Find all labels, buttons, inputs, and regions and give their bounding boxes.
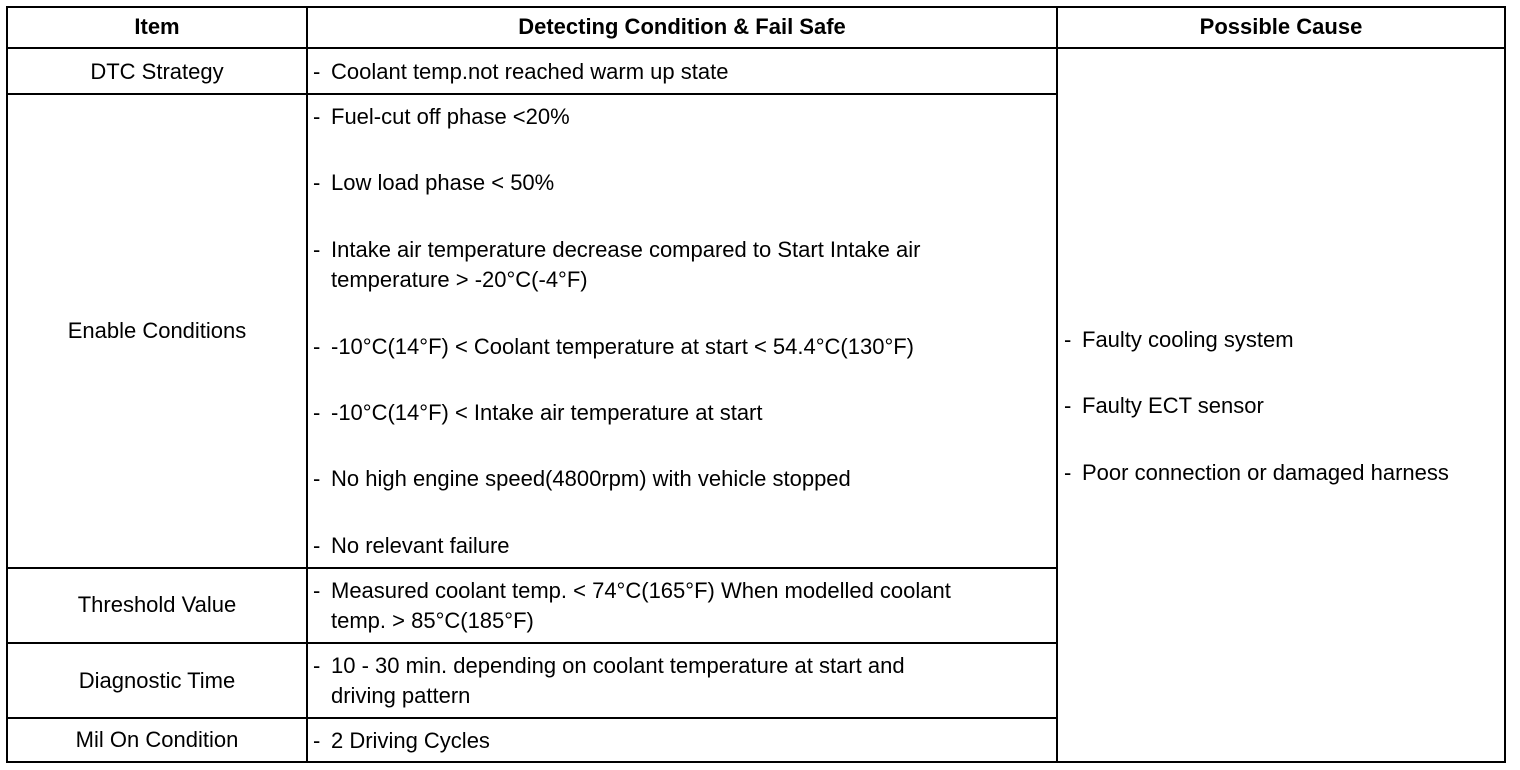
item-mil-on-condition: Mil On Condition xyxy=(75,727,239,752)
header-divider xyxy=(6,47,1506,49)
column-divider-1 xyxy=(306,6,308,763)
header-item: Item xyxy=(134,14,180,39)
row-divider-4 xyxy=(6,717,1058,719)
diagnostic-table xyxy=(6,6,1506,763)
item-threshold-value: Threshold Value xyxy=(77,592,237,617)
header-possible-cause: Possible Cause xyxy=(1199,14,1363,39)
header-detecting-condition: Detecting Condition & Fail Safe xyxy=(518,14,846,39)
item-dtc-strategy: DTC Strategy xyxy=(90,59,224,84)
column-divider-2 xyxy=(1056,6,1058,763)
row-divider-3 xyxy=(6,642,1058,644)
item-diagnostic-time: Diagnostic Time xyxy=(78,668,236,693)
row-divider-1 xyxy=(6,93,1058,95)
item-enable-conditions: Enable Conditions xyxy=(67,318,247,343)
row-divider-2 xyxy=(6,567,1058,569)
